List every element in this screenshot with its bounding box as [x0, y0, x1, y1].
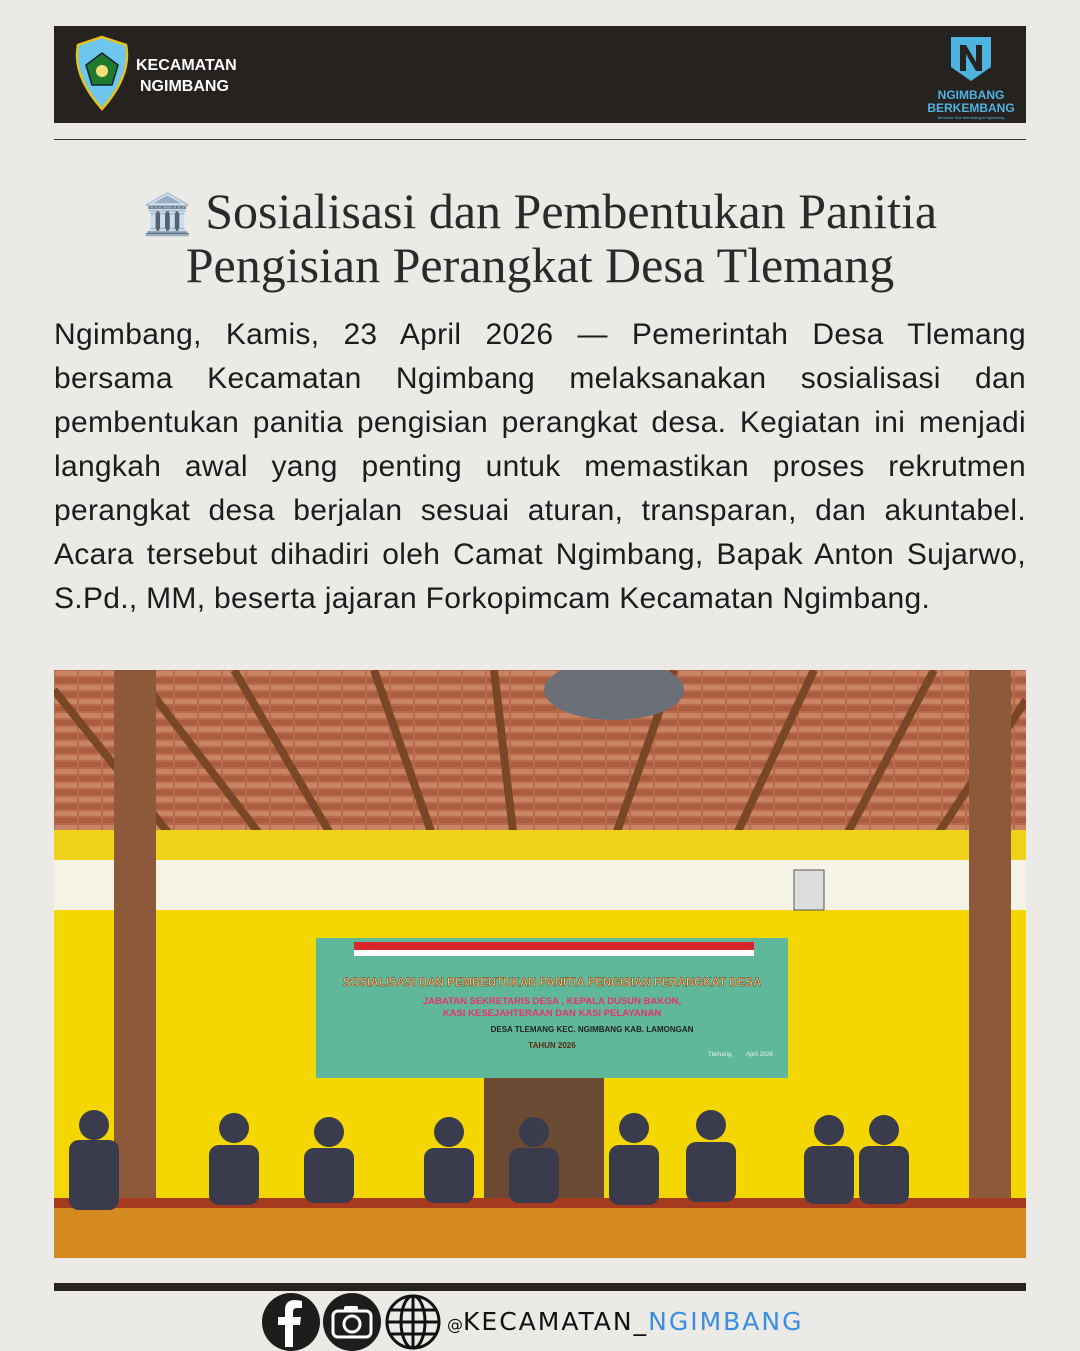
article-body: Ngimbang, Kamis, 23 April 2026 — Pemerintah Desa Tlemang bersama Kecamatan Ngimbang melaksanakan sosialisasi dan pembentukan panitia pengisian perangkat desa. Kegiatan ini menjadi langkah awal yang penting untuk memastikan proses rekrutmen perangkat desa berjalan sesuai aturan, transparan, dan akuntabel. Acara tersebut dihadiri oleh Camat Ngimbang, Bapak Anton Sujarwo, S.Pd., MM, beserta jajaran Forkopimcam Kecamatan Ngimbang. [54, 318, 1026, 615]
article-title-text: Sosialisasi dan Pembentukan Panitia Pengisian Perangkat Desa Tlemang [185, 183, 938, 293]
brand-line-2: NGIMBANG [140, 78, 229, 95]
logo-tagline: Bersama Kita Membangun Ngimbang [937, 115, 1005, 120]
globe-icon[interactable] [384, 1293, 442, 1351]
event-banner [316, 966, 788, 1060]
bank-building-icon: 🏛️ [142, 192, 193, 237]
event-photo [54, 670, 1026, 1258]
handle-at: @ [447, 1315, 463, 1334]
kecamatan-emblem-logo [72, 35, 132, 111]
banner-place-date: Tlemang, April 2026 [707, 1052, 773, 1058]
facebook-icon[interactable] [262, 1293, 320, 1351]
handle-highlight: NGIMBANG [648, 1307, 804, 1336]
social-handle[interactable] [447, 1307, 803, 1336]
logo-line-1: NGIMBANG [937, 88, 1005, 102]
footer [262, 1293, 803, 1350]
brand-line-1: KECAMATAN [136, 57, 237, 74]
ngimbang-berkembang-logo [926, 35, 1016, 122]
camera-icon[interactable] [323, 1293, 381, 1351]
banner-year: TAHUN 2026 [528, 1041, 576, 1050]
n-shield-icon [949, 35, 993, 83]
divider [54, 139, 1026, 140]
banner-line-1: JABATAN SEKRETARIS DESA , KEPALA DUSUN BAKON, [422, 996, 682, 1007]
article [54, 183, 1026, 621]
banner-title: SOSIALISASI DAN PEMBENTUKAN PANITIA PENGISIAN PERANGKAT DESA [342, 977, 762, 989]
brand-name [136, 55, 237, 97]
header-bar [54, 26, 1026, 123]
event-photo-scene [54, 670, 1026, 1258]
handle-main: KECAMATAN_ [463, 1307, 649, 1336]
banner-line-2: KASI KESEJAHTERAAN DAN KASI PELAYANAN [442, 1008, 662, 1019]
logo-line-2: BERKEMBANG [927, 101, 1015, 115]
footer-divider [54, 1283, 1026, 1291]
article-title [54, 183, 1026, 293]
banner-line-3: DESA TLEMANG KEC. NGIMBANG KAB. LAMONGAN [490, 1025, 694, 1034]
